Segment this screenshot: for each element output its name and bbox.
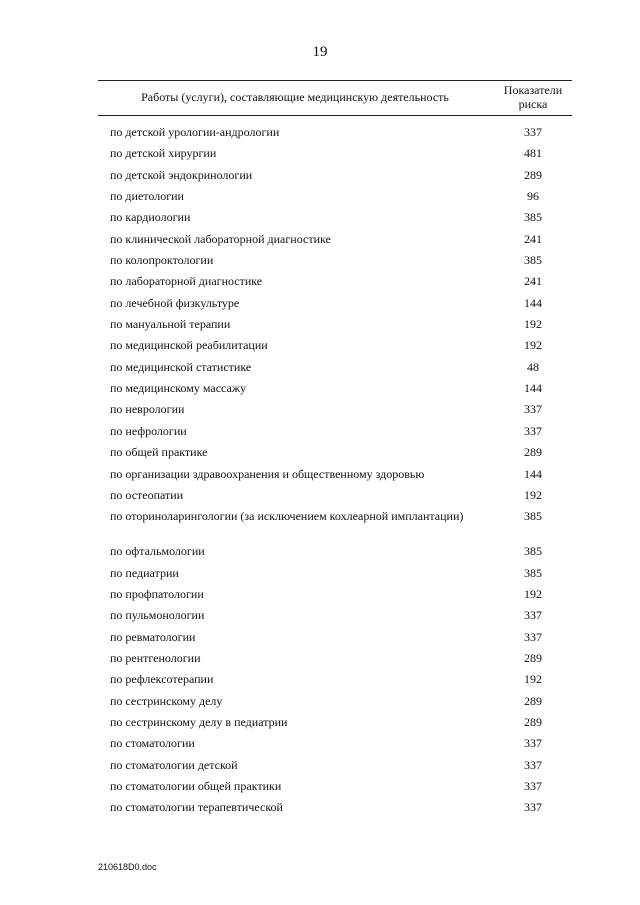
service-name: по пульмонологии (110, 608, 205, 623)
table-header-rule (98, 115, 572, 116)
table-row (0, 507, 640, 542)
table-row (0, 208, 640, 229)
risk-value: 241 (524, 231, 542, 246)
risk-value: 337 (524, 778, 542, 793)
service-name: по лечебной физкультуре (110, 295, 240, 310)
table-row (0, 379, 640, 400)
table-row (0, 123, 640, 144)
risk-value: 337 (524, 423, 542, 438)
risk-value: 337 (524, 736, 542, 751)
service-name: по кардиологии (110, 210, 191, 225)
service-name: по неврологии (110, 402, 185, 417)
risk-value: 385 (524, 210, 542, 225)
table-row (0, 713, 640, 734)
risk-value: 144 (524, 466, 542, 481)
risk-value: 241 (524, 274, 542, 289)
table-row (0, 315, 640, 336)
service-name: по лабораторной диагностике (110, 274, 263, 289)
risk-value: 144 (524, 381, 542, 396)
risk-value: 96 (527, 189, 539, 204)
service-name: по детской хирургии (110, 146, 217, 161)
risk-value: 192 (524, 672, 542, 687)
risk-value: 289 (524, 167, 542, 182)
risk-value: 385 (524, 509, 542, 524)
service-name: по детской урологии-андрологии (110, 125, 280, 139)
service-name: по медицинской статистике (110, 359, 252, 374)
risk-value: 481 (524, 146, 542, 161)
service-name: по колопроктологии (110, 253, 214, 268)
risk-value: 385 (524, 544, 542, 559)
risk-value: 337 (524, 757, 542, 772)
risk-value: 337 (524, 800, 542, 815)
risk-value: 289 (524, 650, 542, 665)
table-row (0, 692, 640, 713)
table-row (0, 756, 640, 777)
table-top-rule (98, 80, 572, 81)
column-header-services: Работы (услуги), составляющие медицинскую деятельность (141, 90, 449, 104)
risk-value: 289 (524, 693, 542, 708)
table-row (0, 294, 640, 315)
service-name: по нефрологии (110, 423, 187, 438)
risk-value: 385 (524, 253, 542, 268)
service-name: по педиатрии (110, 565, 179, 580)
service-name: по стоматологии терапевтической (110, 800, 283, 815)
table-row (0, 542, 640, 563)
service-name: по стоматологии (110, 736, 195, 751)
page-number: 19 (312, 44, 328, 60)
service-name: по рефлексотерапии (110, 672, 214, 687)
service-name: по организации здравоохранения и общественному здоровью (110, 466, 425, 481)
risk-value: 337 (524, 125, 542, 139)
table-row (0, 486, 640, 507)
table-row (0, 798, 640, 819)
service-name: по сестринскому делу в педиатрии (110, 714, 288, 729)
table-body (0, 123, 640, 820)
service-name: по стоматологии общей практики (110, 778, 282, 793)
table-row (0, 443, 640, 464)
service-name: по клинической лабораторной диагностике (110, 231, 331, 246)
service-name: по медицинскому массажу (110, 381, 247, 396)
table-row (0, 585, 640, 606)
service-name: по офтальмологии (110, 544, 205, 559)
risk-value: 337 (524, 608, 542, 623)
table-row (0, 422, 640, 443)
service-name: по ревматологии (110, 629, 196, 644)
risk-value: 289 (524, 714, 542, 729)
table-row (0, 628, 640, 649)
table-row (0, 606, 640, 627)
service-name: по рентгенологии (110, 650, 201, 665)
column-header-risk: Показатели риска (503, 83, 563, 111)
table-row (0, 230, 640, 251)
risk-value: 192 (524, 317, 542, 332)
service-name: по сестринскому делу (110, 693, 223, 708)
table-row (0, 144, 640, 165)
risk-value: 385 (524, 565, 542, 580)
risk-value: 192 (524, 487, 542, 502)
service-name: по общей практике (110, 445, 208, 460)
table-row (0, 564, 640, 585)
table-row (0, 400, 640, 421)
service-name: по оториноларингологии (за исключением кохлеарной имплантации) (110, 509, 464, 524)
service-name: по стоматологии детской (110, 757, 238, 772)
risk-value: 192 (524, 338, 542, 353)
service-name: по детской эндокринологии (110, 167, 253, 182)
table-row (0, 649, 640, 670)
risk-value: 48 (527, 359, 539, 374)
service-name: по профпатологии (110, 586, 204, 601)
risk-value: 337 (524, 402, 542, 417)
risk-value: 289 (524, 445, 542, 460)
table-row (0, 777, 640, 798)
table-row (0, 358, 640, 379)
table-row (0, 465, 640, 486)
risk-value: 144 (524, 295, 542, 310)
service-name: по остеопатии (110, 487, 184, 502)
service-name: по мануальной терапии (110, 317, 231, 332)
table-row (0, 251, 640, 272)
table-row (0, 670, 640, 691)
risk-value: 192 (524, 586, 542, 601)
service-name: по диетологии (110, 189, 184, 204)
table-row (0, 166, 640, 187)
table-row (0, 187, 640, 208)
service-name: по медицинской реабилитации (110, 338, 268, 353)
table-row (0, 272, 640, 293)
risk-value: 337 (524, 629, 542, 644)
footer-filename: 210618D0.doc (98, 862, 157, 872)
table-row (0, 734, 640, 755)
table-row (0, 336, 640, 357)
